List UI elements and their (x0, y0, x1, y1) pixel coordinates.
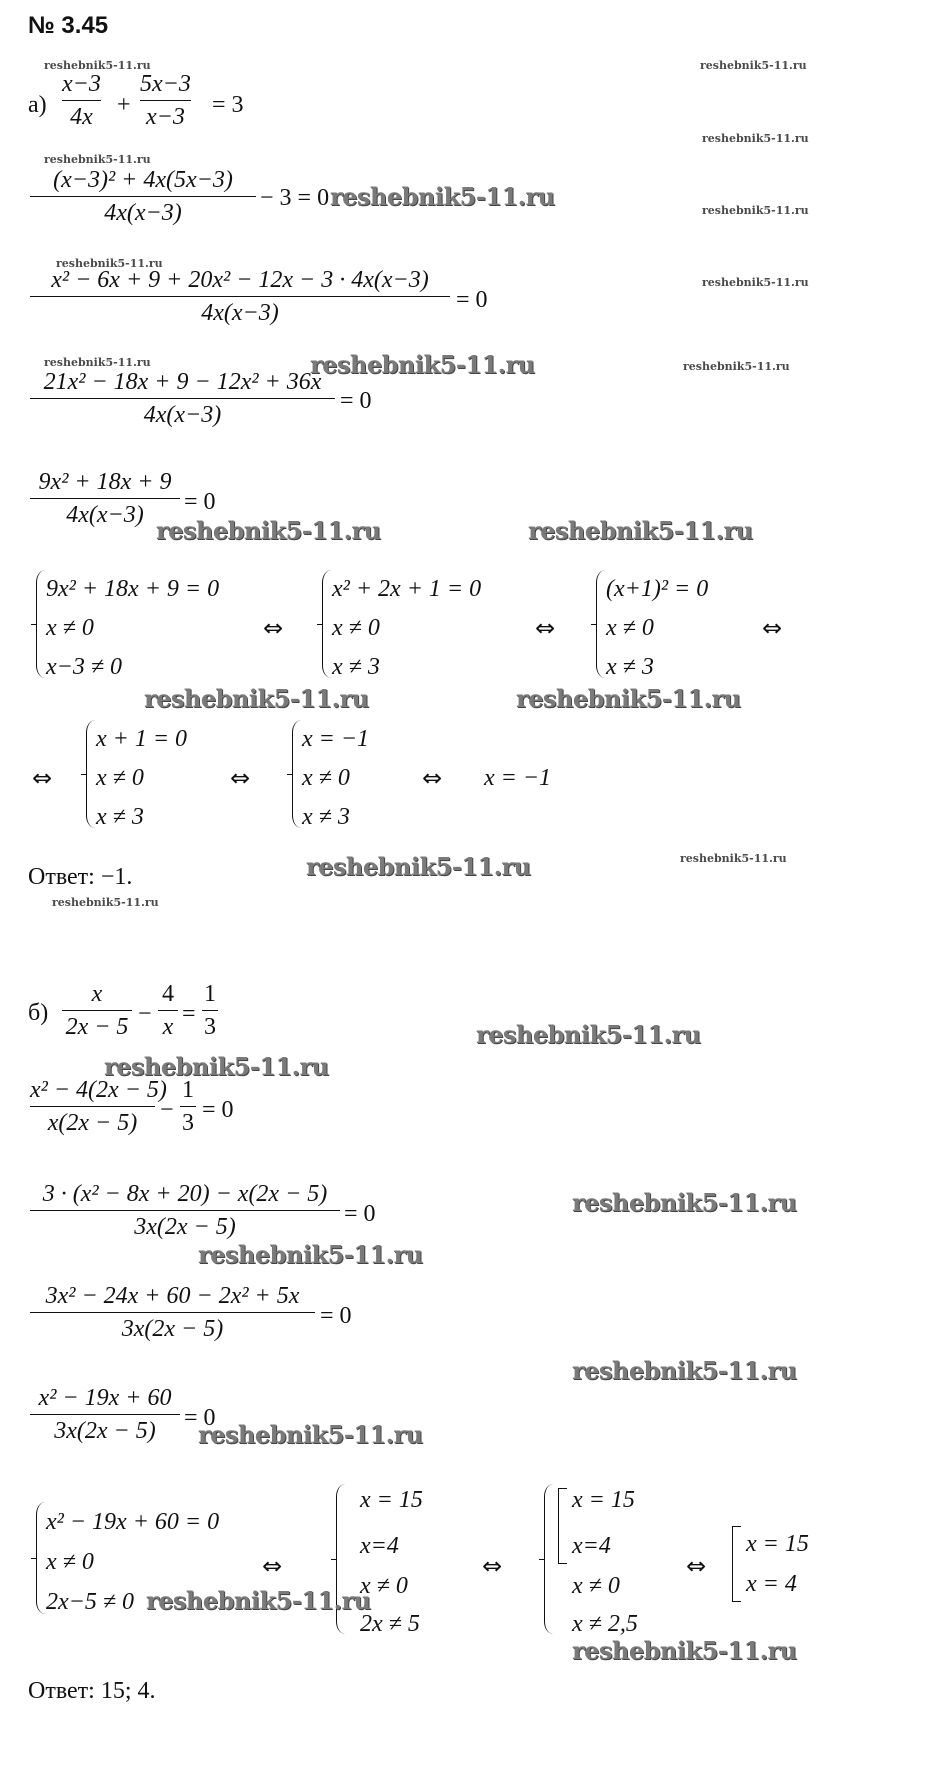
watermark: reshebnik5-11.ru (44, 59, 151, 72)
set-bracket (732, 1526, 741, 1602)
watermark: reshebnik5-11.ru (572, 1188, 797, 1217)
watermark: reshebnik5-11.ru (572, 1636, 797, 1665)
system-brace (36, 570, 45, 678)
part-a-eq1-frac1: x−3 4x (62, 71, 101, 130)
part-b-eq1-frac2: 4 x (158, 980, 178, 1041)
part-b-eq3-frac: 3 · (x² − 8x + 20) − x(2x − 5) 3x(2x − 5) (30, 1180, 340, 1241)
part-a-label: а) (28, 92, 47, 118)
watermark: reshebnik5-11.ru (144, 684, 369, 713)
system-brace (86, 720, 95, 828)
part-a-eq2-frac: (x−3)² + 4x(5x−3) 4x(x−3) (30, 166, 256, 227)
watermark: reshebnik5-11.ru (156, 516, 381, 545)
equivalence-symbol: ⇔ (263, 614, 284, 642)
part-a-eq4-frac: 21x² − 18x + 9 − 12x² + 36x 4x(x−3) (30, 368, 335, 429)
system-brace (292, 720, 301, 828)
part-a-eq4-rhs: = 0 (340, 388, 372, 414)
part-b-eq2-rhs: = 0 (202, 1097, 234, 1123)
watermark: reshebnik5-11.ru (700, 59, 807, 72)
watermark: reshebnik5-11.ru (702, 132, 809, 145)
watermark: reshebnik5-11.ru (198, 1240, 423, 1269)
system-brace (322, 570, 331, 678)
system-brace (544, 1484, 553, 1634)
problem-number: № 3.45 (28, 12, 109, 39)
watermark: reshebnik5-11.ru (476, 1020, 701, 1049)
part-b-eq1-frac3: 1 3 (204, 981, 216, 1040)
equivalence-symbol: ⇔ (422, 764, 443, 792)
part-b-answer: Ответ: 15; 4. (28, 1678, 156, 1704)
watermark: reshebnik5-11.ru (146, 1586, 371, 1615)
part-b-eq5-frac: x² − 19x + 60 3x(2x − 5) (30, 1384, 180, 1445)
equivalence-symbol: ⇔ (762, 614, 783, 642)
part-a-eq2-rhs: − 3 = 0 (260, 185, 330, 211)
part-a-eq3-rhs: = 0 (456, 287, 488, 313)
equivalence-symbol: ⇔ (262, 1552, 283, 1580)
watermark: reshebnik5-11.ru (198, 1420, 423, 1449)
watermark: reshebnik5-11.ru (44, 356, 151, 369)
watermark: reshebnik5-11.ru (528, 516, 753, 545)
watermark: reshebnik5-11.ru (516, 684, 741, 713)
watermark: reshebnik5-11.ru (310, 350, 535, 379)
watermark: reshebnik5-11.ru (702, 204, 809, 217)
watermark: reshebnik5-11.ru (702, 276, 809, 289)
part-a-eq5-rhs: = 0 (184, 489, 216, 515)
part-b-eq1-frac1: x 2x − 5 (62, 980, 132, 1041)
system-brace (36, 1502, 45, 1614)
part-a-answer: Ответ: −1. (28, 864, 133, 890)
part-b-eq4-frac: 3x² − 24x + 60 − 2x² + 5x 3x(2x − 5) (30, 1282, 315, 1343)
part-b-eq2-frac2: 1 3 (182, 1077, 194, 1136)
part-b-eq3-rhs: = 0 (344, 1201, 376, 1227)
part-a-eq1-rhs: = 3 (212, 92, 244, 118)
watermark: reshebnik5-11.ru (330, 182, 555, 211)
part-a-eq5-frac: 9x² + 18x + 9 4x(x−3) (30, 468, 180, 529)
equivalence-symbol: ⇔ (230, 764, 251, 792)
watermark: reshebnik5-11.ru (104, 1052, 329, 1081)
system-brace (596, 570, 605, 678)
watermark: reshebnik5-11.ru (306, 852, 531, 881)
part-b-eq2-frac: x² − 4(2x − 5) x(2x − 5) (30, 1077, 167, 1136)
part-b-eq4-rhs: = 0 (320, 1303, 352, 1329)
equivalence-symbol: ⇔ (32, 764, 53, 792)
equivalence-symbol: ⇔ (686, 1552, 707, 1580)
part-a-eq3-frac: x² − 6x + 9 + 20x² − 12x − 3 · 4x(x−3) 4x(x−3) (30, 266, 450, 327)
part-b-label: б) (28, 1000, 49, 1026)
watermark: reshebnik5-11.ru (52, 896, 159, 909)
watermark: reshebnik5-11.ru (56, 257, 163, 270)
equivalence-symbol: ⇔ (482, 1552, 503, 1580)
set-bracket (558, 1488, 567, 1564)
watermark: reshebnik5-11.ru (572, 1356, 797, 1385)
part-a-eq1-frac2: 5x−3 x−3 (140, 71, 191, 130)
watermark: reshebnik5-11.ru (680, 852, 787, 865)
part-b-eq5-rhs: = 0 (184, 1405, 216, 1431)
part-a-result: x = −1 (484, 765, 552, 791)
watermark: reshebnik5-11.ru (683, 360, 790, 373)
watermark: reshebnik5-11.ru (44, 153, 151, 166)
equivalence-symbol: ⇔ (535, 614, 556, 642)
